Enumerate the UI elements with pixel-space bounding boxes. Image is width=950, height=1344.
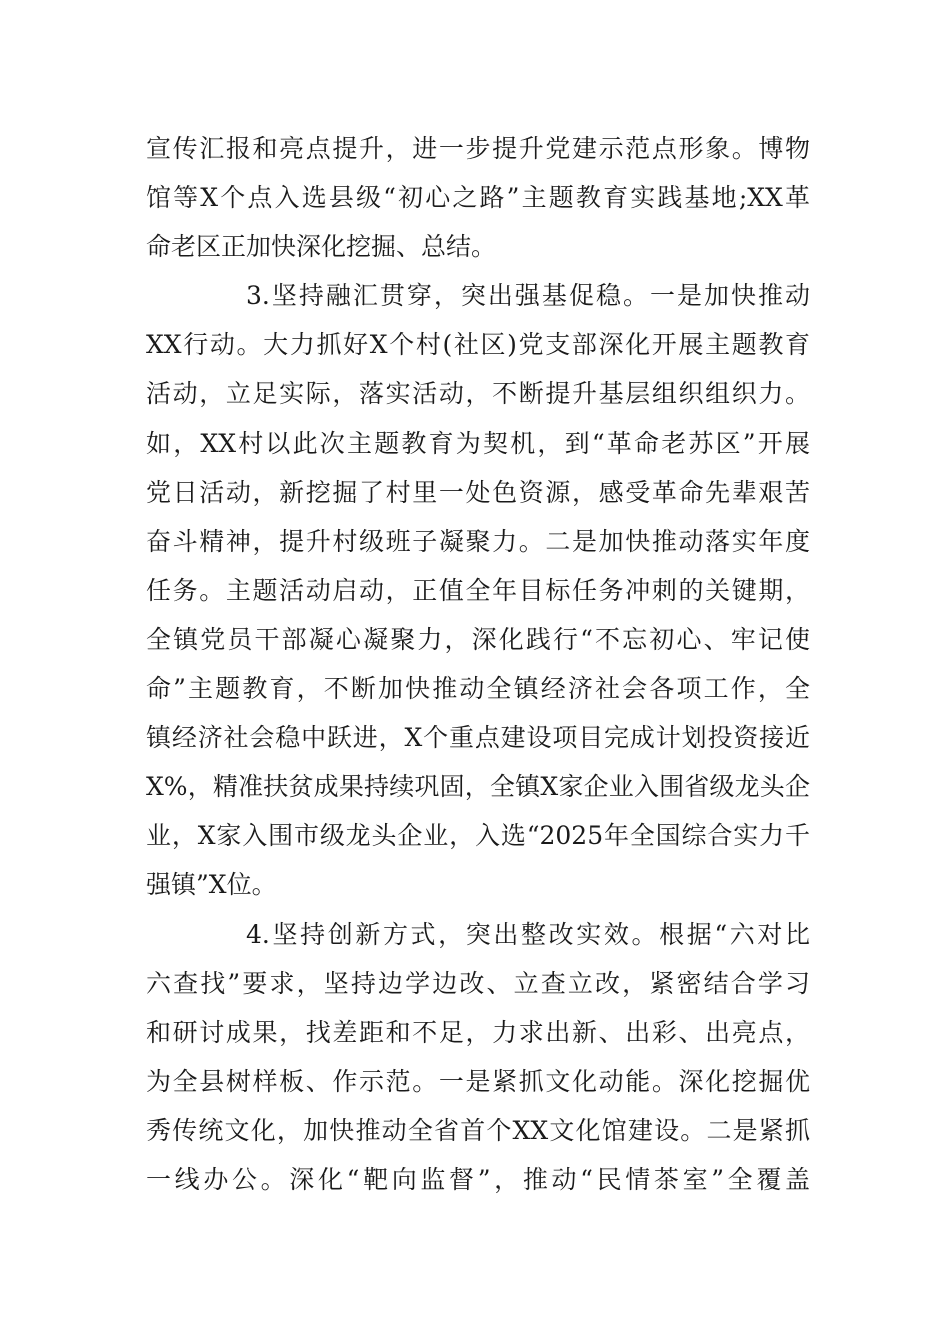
- text-line: 党日活动，新挖掘了村里一处色资源，感受革命先辈艰苦: [146, 477, 810, 507]
- text-line: 馆等X个点入选县级“初心之路”主题教育实践基地;XX革: [146, 183, 810, 213]
- text-line: 宣传汇报和亮点提升，进一步提升党建示范点形象。博物: [146, 134, 810, 163]
- text-line: 全镇党员干部凝心凝聚力，深化践行“不忘初心、牢记使: [146, 624, 810, 654]
- text-line: 六查找”要求，坚持边学边改、立查立改，紧密结合学习: [146, 968, 810, 998]
- paragraph-first-line: 4.坚持创新方式，突出整改实效。根据“六对比: [246, 919, 810, 949]
- text-line: 任务。主题活动启动，正值全年目标任务冲刺的关键期，: [146, 575, 810, 605]
- text-line: 如，XX村以此次主题教育为契机，到“革命老苏区”开展: [146, 428, 810, 458]
- paragraph-first-line: 3.坚持融汇贯穿，突出强基促稳。一是加快推动: [246, 281, 810, 311]
- text-line: 一线办公。深化“靶向监督”，推动“民情茶室”全覆盖: [146, 1164, 810, 1194]
- text-line: 秀传统文化，加快推动全省首个XX文化馆建设。二是紧抓: [146, 1115, 810, 1145]
- text-line: 为全县树样板、作示范。一是紧抓文化动能。深化挖掘优: [146, 1066, 810, 1096]
- text-line: 奋斗精神，提升村级班子凝聚力。二是加快推动落实年度: [146, 526, 810, 556]
- text-line: XX行动。大力抓好X个村(社区)党支部深化开展主题教育: [146, 330, 810, 360]
- text-line: X%，精准扶贫成果持续巩固，全镇X家企业入围省级龙头企: [146, 772, 810, 802]
- text-line: 活动，立足实际，落实活动，不断提升基层组织组织力。: [146, 379, 810, 409]
- text-line: 命老区正加快深化挖掘、总结。: [146, 232, 497, 262]
- text-line: 和研讨成果，找差距和不足，力求出新、出彩、出亮点，: [146, 1017, 810, 1047]
- text-line: 业，X家入围市级龙头企业，入选“2025年全国综合实力千: [146, 821, 810, 851]
- text-line: 强镇”X位。: [146, 870, 277, 900]
- text-line: 命”主题教育，不断加快推动全镇经济社会各项工作，全: [146, 674, 810, 704]
- text-line: 镇经济社会稳中跃进，X个重点建设项目完成计划投资接近: [146, 723, 810, 753]
- body-text: [146, 124, 810, 1204]
